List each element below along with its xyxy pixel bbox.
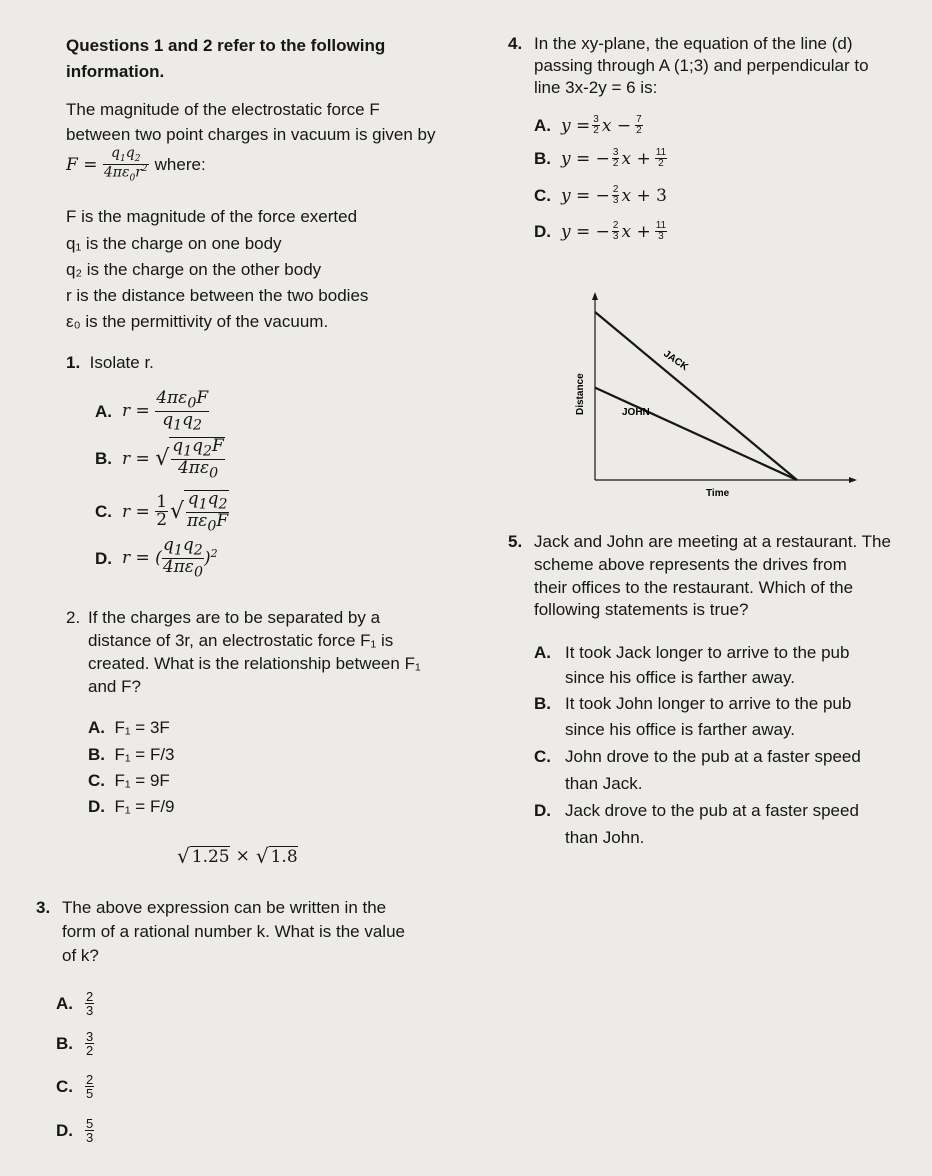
question-5-line-2: scheme above represents the drives from xyxy=(534,555,847,574)
question-5-line-3: their offices to the restaurant. Which of the xyxy=(534,578,854,597)
q1-choice-c[interactable]: C. r = $\frac{1}{2}$ √ $\frac{q_1q_2}{\pi\varepsilon_0F}$ xyxy=(95,489,229,534)
coulomb-formula: F = $\frac{q_1q_2}{4\pi\varepsilon_0r^2}$ where: xyxy=(66,145,206,184)
q5-choice-d-letter: D. xyxy=(534,801,551,820)
q4-choice-d[interactable]: D. y = − $\frac{2}{3}$ x + $\frac{11}{3}$ xyxy=(534,220,667,242)
q5-choice-b-line-2: since his office is farther away. xyxy=(565,720,795,739)
question-5-line-4: following statements is true? xyxy=(534,600,749,619)
question-3-line-3: of k? xyxy=(62,946,99,965)
definition-f: F is the magnitude of the force exerted xyxy=(66,207,358,226)
definition-q2: q₂ is the charge on the other body xyxy=(66,260,322,279)
q4-choice-a[interactable]: A. y = $\frac{3}{2}$ x − $\frac{7}{2}$ xyxy=(534,114,642,136)
question-4-line-1: In the xy-plane, the equation of the line (d) xyxy=(534,34,853,53)
q5-choice-d-line-1: Jack drove to the pub at a faster speed xyxy=(565,801,859,820)
question-4-line-2: passing through A (1;3) and perpendicular to xyxy=(534,56,869,75)
q2-choice-b[interactable]: B. F₁ = F/3 xyxy=(88,745,175,764)
series-line-john xyxy=(595,388,797,480)
q3-choice-d[interactable]: D. $\frac{5}{3}$ xyxy=(56,1116,94,1145)
y-axis-arrow xyxy=(592,292,598,300)
x-axis-arrow xyxy=(849,477,857,483)
definition-q1: q₁ is the charge on one body xyxy=(66,234,282,253)
question-4-line-3: line 3x-2y = 6 is: xyxy=(534,78,658,97)
description-line-1: The magnitude of the electrostatic force F xyxy=(66,100,380,119)
question-2-line-4: and F? xyxy=(88,677,141,696)
x-axis-label: Time xyxy=(706,488,730,499)
q4-choice-b[interactable]: B. y = − $\frac{3}{2}$ x + $\frac{11}{2}$ xyxy=(534,147,667,169)
john-label: JOHN xyxy=(622,407,650,418)
q5-choice-a-line-2: since his office is farther away. xyxy=(565,668,795,687)
q5-choice-b-line-1: It took John longer to arrive to the pub xyxy=(565,694,852,713)
q5-choice-a-line-1: It took Jack longer to arrive to the pub xyxy=(565,643,850,662)
question-3-line-2: form of a rational number k. What is the value xyxy=(62,922,405,941)
q2-choice-c[interactable]: C. F₁ = 9F xyxy=(88,771,170,790)
question-1: 1. Isolate r. xyxy=(66,353,154,372)
y-axis-label: Distance xyxy=(575,373,586,415)
question-4-number: 4. xyxy=(508,34,523,53)
question-3-number: 3. xyxy=(36,898,51,917)
where-label: where: xyxy=(154,155,206,175)
q2-choice-a[interactable]: A. F₁ = 3F xyxy=(88,718,170,737)
q5-choice-c-line-1: John drove to the pub at a faster speed xyxy=(565,747,861,766)
q1-choice-b[interactable]: B. r = √ $\frac{q_1q_2F}{4\pi\varepsilon_0}$ xyxy=(95,436,224,481)
q3-choice-c[interactable]: C. $\frac{2}{5}$ xyxy=(56,1072,94,1101)
question-2-number: 2. xyxy=(66,608,81,627)
distance-time-chart xyxy=(565,290,865,505)
q2-choice-d[interactable]: D. F₁ = F/9 xyxy=(88,797,175,816)
description-line-2: between two point charges in vacuum is given by xyxy=(66,125,436,144)
q5-choice-a-letter: A. xyxy=(534,643,551,662)
q5-choice-c-letter: C. xyxy=(534,747,551,766)
radical-expression: √ 1.25 × √ 1.8 xyxy=(177,844,298,868)
q5-choice-c-line-2: than Jack. xyxy=(565,774,643,793)
jack-label: JACK xyxy=(661,348,690,374)
question-5-number: 5. xyxy=(508,532,523,551)
q4-choice-c[interactable]: C. y = − $\frac{2}{3}$ x + 3 xyxy=(534,184,667,206)
q3-choice-a[interactable]: A. $\frac{2}{3}$ xyxy=(56,989,94,1018)
series-line-jack xyxy=(595,312,797,480)
intro-line-2: information. xyxy=(66,62,165,81)
question-5-line-1: Jack and John are meeting at a restaurant. The xyxy=(534,532,891,551)
q3-choice-b[interactable]: B. $\frac{3}{2}$ xyxy=(56,1029,94,1058)
question-3-line-1: The above expression can be written in the xyxy=(62,898,387,917)
question-2-line-2: distance of 3r, an electrostatic force F₁ is xyxy=(88,631,394,650)
q1-choice-a[interactable]: A. r = $\frac{4\pi\varepsilon_0F}{q_1q_2}$ xyxy=(95,388,209,433)
question-2-line-1: If the charges are to be separated by a xyxy=(88,608,381,627)
q5-choice-b-letter: B. xyxy=(534,694,551,713)
question-2-line-3: created. What is the relationship between F₁ xyxy=(88,654,421,673)
definition-epsilon: ε₀ is the permittivity of the vacuum. xyxy=(66,312,329,331)
q1-choice-d[interactable]: D. r = ( $\frac{q_1q_2}{4\pi\varepsilon_0}$ )$^2$ xyxy=(95,535,218,580)
intro-line-1: Questions 1 and 2 refer to the following xyxy=(66,36,386,55)
q5-choice-d-line-2: than John. xyxy=(565,828,645,847)
definition-r: r is the distance between the two bodies xyxy=(66,286,369,305)
